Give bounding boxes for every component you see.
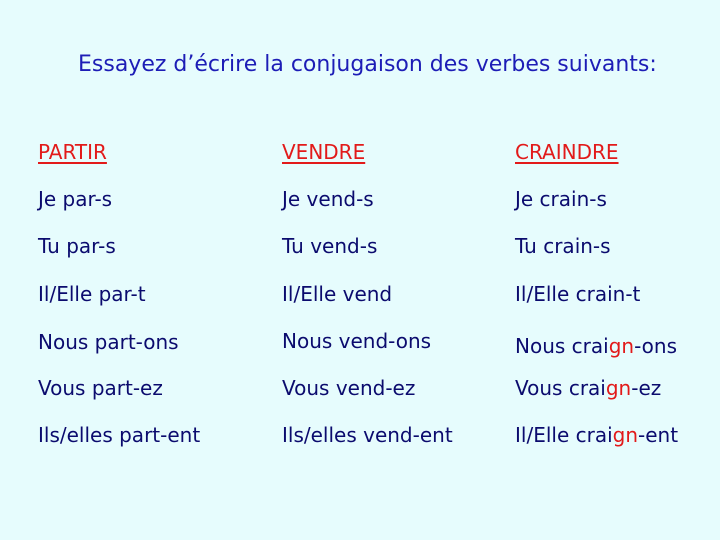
highlighted-letters: gn	[605, 376, 632, 400]
conjugation-je: Je par-s	[38, 187, 113, 211]
conjugation-il-elle: Il/Elle par-t	[38, 282, 146, 306]
conjugation-ils-elles: Ils/elles part-ent	[38, 423, 201, 447]
conjugation-il-elle: Il/Elle vend	[282, 282, 393, 306]
conjugation-je: Je vend-s	[282, 187, 374, 211]
stem: Nous crai	[515, 334, 609, 358]
conjugation-tu: Tu vend-s	[282, 234, 378, 258]
ending: -ent	[638, 423, 679, 447]
conjugation-il-elle-plural	[515, 423, 678, 447]
conjugation-ils-elles: Ils/elles vend-ent	[282, 423, 453, 447]
conjugation-tu: Tu crain-s	[515, 234, 611, 258]
conjugation-vous	[515, 376, 661, 400]
page-title: Essayez d’écrire la conjugaison des verbes suivants:	[78, 52, 657, 77]
stem: Il/Elle crai	[515, 423, 613, 447]
highlighted-letters: gn	[612, 423, 639, 447]
ending: -ez	[631, 376, 662, 400]
conjugation-il-elle: Il/Elle crain-t	[515, 282, 641, 306]
conjugation-nous	[515, 334, 677, 358]
conjugation-vous: Vous part-ez	[38, 376, 163, 400]
highlighted-letters: gn	[608, 334, 635, 358]
conjugation-vous: Vous vend-ez	[282, 376, 416, 400]
column-header-vendre: VENDRE	[282, 140, 366, 164]
column-header-craindre: CRAINDRE	[515, 140, 619, 164]
conjugation-tu: Tu par-s	[38, 234, 116, 258]
ending: -ons	[634, 334, 677, 358]
conjugation-je: Je crain-s	[515, 187, 607, 211]
conjugation-nous: Nous vend-ons	[282, 329, 432, 353]
stem: Vous crai	[515, 376, 606, 400]
column-header-partir: PARTIR	[38, 140, 107, 164]
conjugation-nous: Nous part-ons	[38, 330, 179, 354]
